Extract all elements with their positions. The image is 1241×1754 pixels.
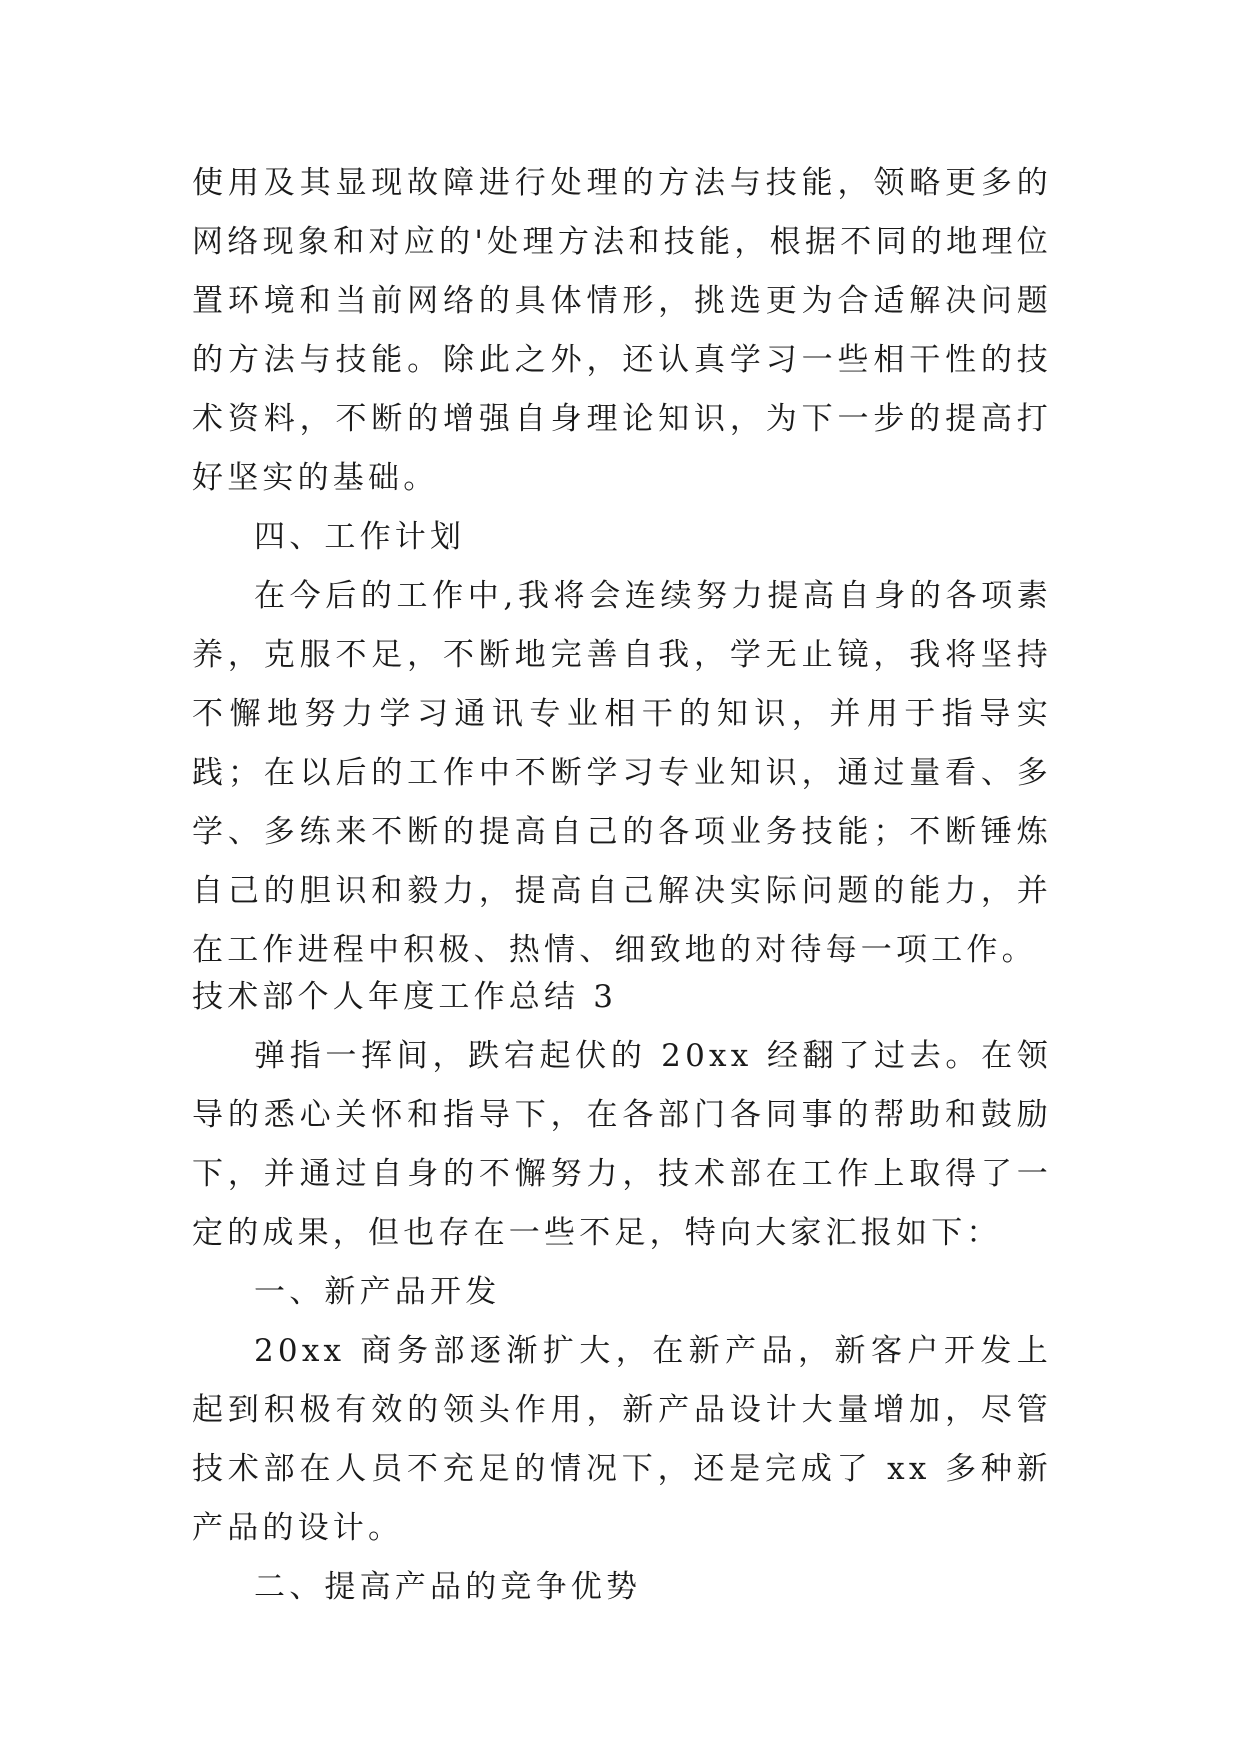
new-product-paragraph: 20xx 商务部逐渐扩大，在新产品，新客户开发上起到积极有效的领头作用，新产品设计大量增加，尽管技术部在人员不充足的情况下，还是完成了 xx 多种新产品的设计。 [192,1333,1052,1546]
continued-paragraph: 使用及其显现故障进行处理的方法与技能，领略更多的网络现象和对应的'处理方法和技能，根据不同的地理位置环境和当前网络的具体情形，挑选更为合适解决问题的方法与技能。除此之外，还认真学习一些相干性的技术资料，不断的增强自身理论知识，为下一步的提高打好坚实的基础。 [192,165,1052,496]
previous-section-text [192,154,1052,980]
section-three [192,968,1052,1617]
heading-new-product: 一、新产品开发 [254,1274,501,1310]
heading-competitive-advantage: 二、提高产品的竞争优势 [254,1569,642,1605]
intro-paragraph: 弹指一挥间，跌宕起伏的 20xx 经翻了过去。在领导的悉心关怀和指导下，在各部门各同事的帮助和鼓励下，并通过自身的不懈努力，技术部在工作上取得了一定的成果，但也存在一些不足，特向大家汇报如下： [192,1038,1052,1251]
heading-work-plan: 四、工作计划 [254,519,466,555]
section-title: 技术部个人年度工作总结 3 [192,979,618,1015]
work-plan-paragraph: 在今后的工作中,我将会连续努力提高自身的各项素养，克服不足，不断地完善自我，学无止镜，我将坚持不懈地努力学习通讯专业相干的知识，并用于指导实践；在以后的工作中不断学习专业知识，通过量看、多学、多练来不断的提高自己的各项业务技能；不断锤炼自己的胆识和毅力，提高自己解决实际问题的能力，并在工作进程中积极、热情、细致地的对待每一项工作。 [192,578,1052,968]
